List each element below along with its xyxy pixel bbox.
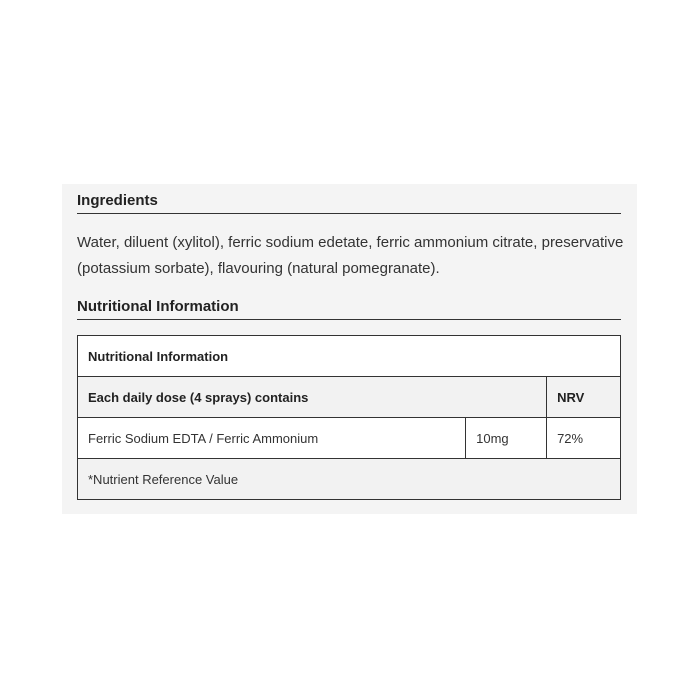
nutrient-nrv: 72%: [547, 418, 621, 459]
nutrition-table: [77, 335, 621, 500]
table-title: Nutritional Information: [78, 336, 621, 377]
table-footnote-row: [78, 459, 621, 500]
column-header-dose: Each daily dose (4 sprays) contains: [78, 377, 547, 418]
nutrient-amount: 10mg: [466, 418, 547, 459]
nutrient-name: Ferric Sodium EDTA / Ferric Ammonium: [78, 418, 466, 459]
column-header-nrv: NRV: [547, 377, 621, 418]
ingredients-heading: Ingredients: [77, 192, 621, 214]
nutritional-information-heading: Nutritional Information: [77, 298, 621, 320]
table-footnote: *Nutrient Reference Value: [78, 459, 621, 500]
product-info-panel: [62, 184, 637, 514]
table-row: [78, 418, 621, 459]
table-title-row: [78, 336, 621, 377]
ingredients-text: Water, diluent (xylitol), ferric sodium edetate, ferric ammonium citrate, preservative (potassium sorbate), flavouring (natural pomegranate).: [77, 234, 624, 277]
table-header-row: [78, 377, 621, 418]
